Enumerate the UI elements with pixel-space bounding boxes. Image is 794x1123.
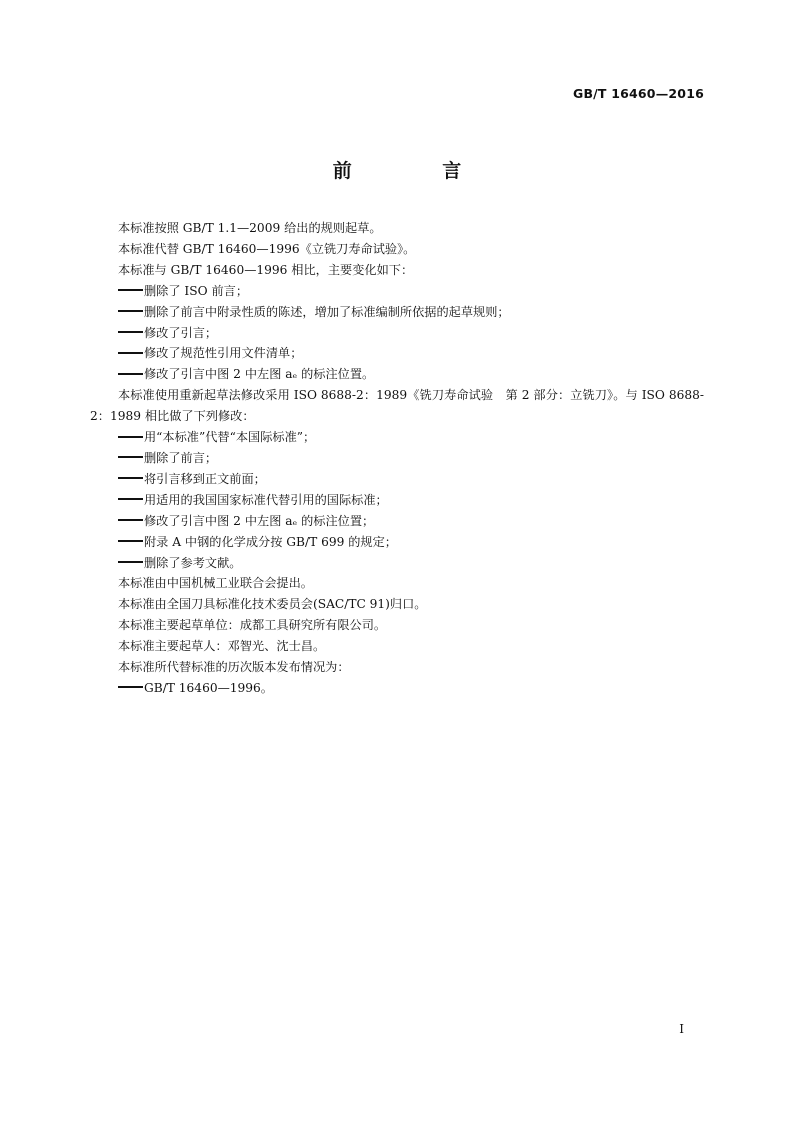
dash-mark [118, 477, 143, 479]
paragraph-drafting-unit: 本标准主要起草单位：成都工具研究所有限公司。 [118, 618, 387, 633]
paragraph-proposed-by: 本标准由中国机械工业联合会提出。 [118, 576, 313, 591]
list-item-change: 删除了 ISO 前言； [90, 281, 704, 302]
list-item-change: 修改了引言中图 2 中左图 aₑ 的标注位置。 [90, 364, 704, 385]
paragraph-iso-adoption: 本标准使用重新起草法修改采用 ISO 8688-2：1989《铣刀寿命试验 第 2 部分：立铣刀》。与 ISO 8688-2：1989 相比做了下列修改： [90, 388, 704, 424]
list-item-modification: 删除了前言； [90, 448, 704, 469]
list-item-history: GB/T 16460—1996。 [90, 678, 704, 699]
dash-mark [118, 456, 143, 458]
dash-mark [118, 686, 143, 688]
paragraph-history-intro: 本标准所代替标准的历次版本发布情况为： [118, 660, 350, 675]
dash-mark [118, 498, 143, 500]
dash-mark [118, 331, 143, 333]
foreword-body [90, 218, 704, 699]
dash-mark [118, 436, 143, 438]
list-item-modification: 修改了引言中图 2 中左图 aₑ 的标注位置； [90, 511, 704, 532]
list-item-modification: 附录 A 中钢的化学成分按 GB/T 699 的规定； [90, 532, 704, 553]
paragraph-administered-by: 本标准由全国刀具标准化技术委员会(SAC/TC 91)归口。 [118, 597, 427, 612]
dash-mark [118, 561, 143, 563]
dash-mark [118, 352, 143, 354]
paragraph-changes-intro: 本标准与 GB/T 16460—1996 相比，主要变化如下： [118, 262, 414, 277]
dash-mark [118, 373, 143, 375]
dash-mark [118, 289, 143, 291]
list-item-change: 删除了前言中附录性质的陈述，增加了标准编制所依据的起草规则； [90, 302, 704, 323]
list-item-modification: 用适用的我国国家标准代替引用的国际标准； [90, 490, 704, 511]
paragraph-drafters: 本标准主要起草人：邓智光、沈士昌。 [118, 639, 326, 654]
page-number: I [679, 1022, 684, 1036]
list-item-change: 修改了引言； [90, 323, 704, 344]
page-title: 前 言 [332, 160, 504, 182]
paragraph-drafting-rules: 本标准按照 GB/T 1.1—2009 给出的规则起草。 [118, 221, 382, 235]
standard-id: GB/T 16460—2016 [572, 86, 704, 101]
list-item-change: 修改了规范性引用文件清单； [90, 343, 704, 364]
list-item-modification: 删除了参考文献。 [90, 553, 704, 574]
list-item-modification: 将引言移到正文前面； [90, 469, 704, 490]
dash-mark [118, 540, 143, 542]
dash-mark [118, 310, 143, 312]
list-item-modification: 用“本标准”代替“本国际标准”； [90, 427, 704, 448]
dash-mark [118, 519, 143, 521]
paragraph-replaces: 本标准代替 GB/T 16460—1996《立铣刀寿命试验》。 [118, 241, 416, 256]
